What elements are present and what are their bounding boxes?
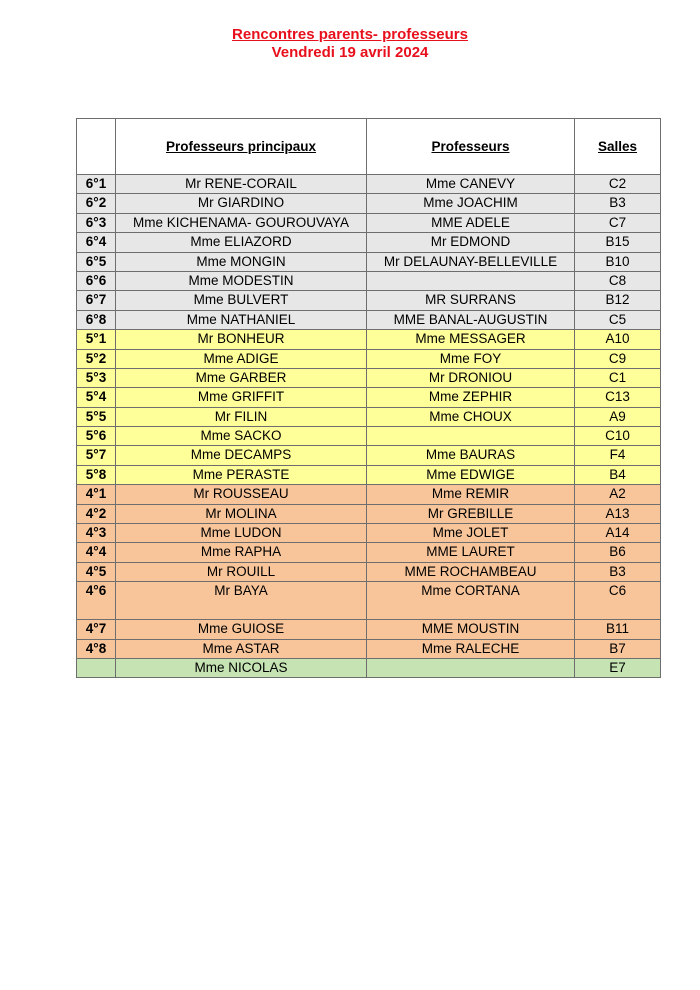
teacher-cell: Mme RALECHE — [367, 639, 575, 658]
class-cell: 6°1 — [77, 175, 116, 194]
room-cell: B12 — [575, 291, 661, 310]
table-row — [77, 446, 661, 465]
teacher-cell: Mme CORTANA — [367, 582, 575, 620]
room-cell: F4 — [575, 446, 661, 465]
teacher-cell: Mme FOY — [367, 349, 575, 368]
class-cell: 4°8 — [77, 639, 116, 658]
header-principaux: Professeurs principaux — [116, 119, 367, 175]
table-row — [77, 330, 661, 349]
table-row — [77, 368, 661, 387]
room-cell: B15 — [575, 233, 661, 252]
room-cell: A13 — [575, 504, 661, 523]
principal-cell: Mme RAPHA — [116, 543, 367, 562]
room-cell: B6 — [575, 543, 661, 562]
table-row — [77, 310, 661, 329]
teacher-cell: MME ADELE — [367, 213, 575, 232]
teacher-cell: MME ROCHAMBEAU — [367, 562, 575, 581]
class-cell: 4°7 — [77, 620, 116, 639]
header-professeurs: Professeurs — [367, 119, 575, 175]
table-row — [77, 582, 661, 620]
principal-cell: Mme MODESTIN — [116, 271, 367, 290]
class-cell: 6°7 — [77, 291, 116, 310]
class-cell: 5°4 — [77, 388, 116, 407]
table-row — [77, 427, 661, 446]
principal-cell: Mr ROUSSEAU — [116, 485, 367, 504]
principal-cell: Mme KICHENAMA- GOUROUVAYA — [116, 213, 367, 232]
room-cell: E7 — [575, 658, 661, 677]
document-date: Vendredi 19 avril 2024 — [271, 44, 429, 61]
class-cell: 5°5 — [77, 407, 116, 426]
class-cell — [77, 658, 116, 677]
principal-cell: Mme NATHANIEL — [116, 310, 367, 329]
room-cell: B11 — [575, 620, 661, 639]
table-row — [77, 465, 661, 484]
room-cell: C13 — [575, 388, 661, 407]
class-cell: 5°8 — [77, 465, 116, 484]
class-cell: 6°8 — [77, 310, 116, 329]
class-cell: 4°1 — [77, 485, 116, 504]
teacher-cell: MME LAURET — [367, 543, 575, 562]
teacher-cell: MME MOUSTIN — [367, 620, 575, 639]
schedule-table — [76, 118, 661, 678]
principal-cell: Mme BULVERT — [116, 291, 367, 310]
room-cell: B3 — [575, 562, 661, 581]
principal-cell: Mr BAYA — [116, 582, 367, 620]
principal-cell: Mme ELIAZORD — [116, 233, 367, 252]
table-row — [77, 233, 661, 252]
teacher-cell — [367, 658, 575, 677]
document-header — [0, 26, 700, 62]
class-cell: 6°2 — [77, 194, 116, 213]
table-row — [77, 291, 661, 310]
teacher-cell: Mme JOACHIM — [367, 194, 575, 213]
teacher-cell: MME BANAL-AUGUSTIN — [367, 310, 575, 329]
class-cell: 5°1 — [77, 330, 116, 349]
room-cell: C1 — [575, 368, 661, 387]
table-row — [77, 349, 661, 368]
principal-cell: Mr FILIN — [116, 407, 367, 426]
class-cell: 6°5 — [77, 252, 116, 271]
teacher-cell: Mme REMIR — [367, 485, 575, 504]
teacher-cell: MR SURRANS — [367, 291, 575, 310]
room-cell: B4 — [575, 465, 661, 484]
principal-cell: Mme SACKO — [116, 427, 367, 446]
teacher-cell — [367, 427, 575, 446]
principal-cell: Mme ASTAR — [116, 639, 367, 658]
header-salles: Salles — [575, 119, 661, 175]
table-row — [77, 504, 661, 523]
class-cell: 4°6 — [77, 582, 116, 620]
principal-cell: Mr MOLINA — [116, 504, 367, 523]
table-row — [77, 213, 661, 232]
principal-cell: Mme ADIGE — [116, 349, 367, 368]
class-cell: 6°3 — [77, 213, 116, 232]
room-cell: A14 — [575, 524, 661, 543]
table-row — [77, 252, 661, 271]
principal-cell: Mme DECAMPS — [116, 446, 367, 465]
room-cell: C10 — [575, 427, 661, 446]
table-row — [77, 543, 661, 562]
room-cell: C6 — [575, 582, 661, 620]
room-cell: C5 — [575, 310, 661, 329]
teacher-cell — [367, 271, 575, 290]
teacher-cell: Mr GREBILLE — [367, 504, 575, 523]
room-cell: C8 — [575, 271, 661, 290]
principal-cell: Mr GIARDINO — [116, 194, 367, 213]
class-cell: 5°3 — [77, 368, 116, 387]
header-classe — [77, 119, 116, 175]
principal-cell: Mme GRIFFIT — [116, 388, 367, 407]
table-row — [77, 658, 661, 677]
table-row — [77, 639, 661, 658]
class-cell: 4°4 — [77, 543, 116, 562]
teacher-cell: Mme CHOUX — [367, 407, 575, 426]
table-row — [77, 524, 661, 543]
principal-cell: Mme GARBER — [116, 368, 367, 387]
table-row — [77, 620, 661, 639]
teacher-cell: Mme JOLET — [367, 524, 575, 543]
class-cell: 6°6 — [77, 271, 116, 290]
room-cell: B10 — [575, 252, 661, 271]
teacher-cell: Mme EDWIGE — [367, 465, 575, 484]
room-cell: C2 — [575, 175, 661, 194]
room-cell: C7 — [575, 213, 661, 232]
principal-cell: Mr ROUILL — [116, 562, 367, 581]
room-cell: B7 — [575, 639, 661, 658]
table-header-row — [77, 119, 661, 175]
table-row — [77, 485, 661, 504]
class-cell: 6°4 — [77, 233, 116, 252]
principal-cell: Mme MONGIN — [116, 252, 367, 271]
table-row — [77, 175, 661, 194]
principal-cell: Mr BONHEUR — [116, 330, 367, 349]
room-cell: A10 — [575, 330, 661, 349]
teacher-cell: Mr EDMOND — [367, 233, 575, 252]
teacher-cell: Mme MESSAGER — [367, 330, 575, 349]
principal-cell: Mme PERASTE — [116, 465, 367, 484]
teacher-cell: Mr DELAUNAY-BELLEVILLE — [367, 252, 575, 271]
table-row — [77, 388, 661, 407]
class-cell: 4°3 — [77, 524, 116, 543]
room-cell: A2 — [575, 485, 661, 504]
teacher-cell: Mme CANEVY — [367, 175, 575, 194]
principal-cell: Mr RENE-CORAIL — [116, 175, 367, 194]
document-title: Rencontres parents- professeurs — [232, 26, 468, 43]
class-cell: 5°7 — [77, 446, 116, 465]
room-cell: C9 — [575, 349, 661, 368]
room-cell: A9 — [575, 407, 661, 426]
table-row — [77, 407, 661, 426]
class-cell: 5°6 — [77, 427, 116, 446]
class-cell: 5°2 — [77, 349, 116, 368]
room-cell: B3 — [575, 194, 661, 213]
table-row — [77, 562, 661, 581]
principal-cell: Mme NICOLAS — [116, 658, 367, 677]
principal-cell: Mme LUDON — [116, 524, 367, 543]
teacher-cell: Mr DRONIOU — [367, 368, 575, 387]
teacher-cell: Mme ZEPHIR — [367, 388, 575, 407]
class-cell: 4°2 — [77, 504, 116, 523]
table-row — [77, 271, 661, 290]
principal-cell: Mme GUIOSE — [116, 620, 367, 639]
teacher-cell: Mme BAURAS — [367, 446, 575, 465]
table-row — [77, 194, 661, 213]
class-cell: 4°5 — [77, 562, 116, 581]
